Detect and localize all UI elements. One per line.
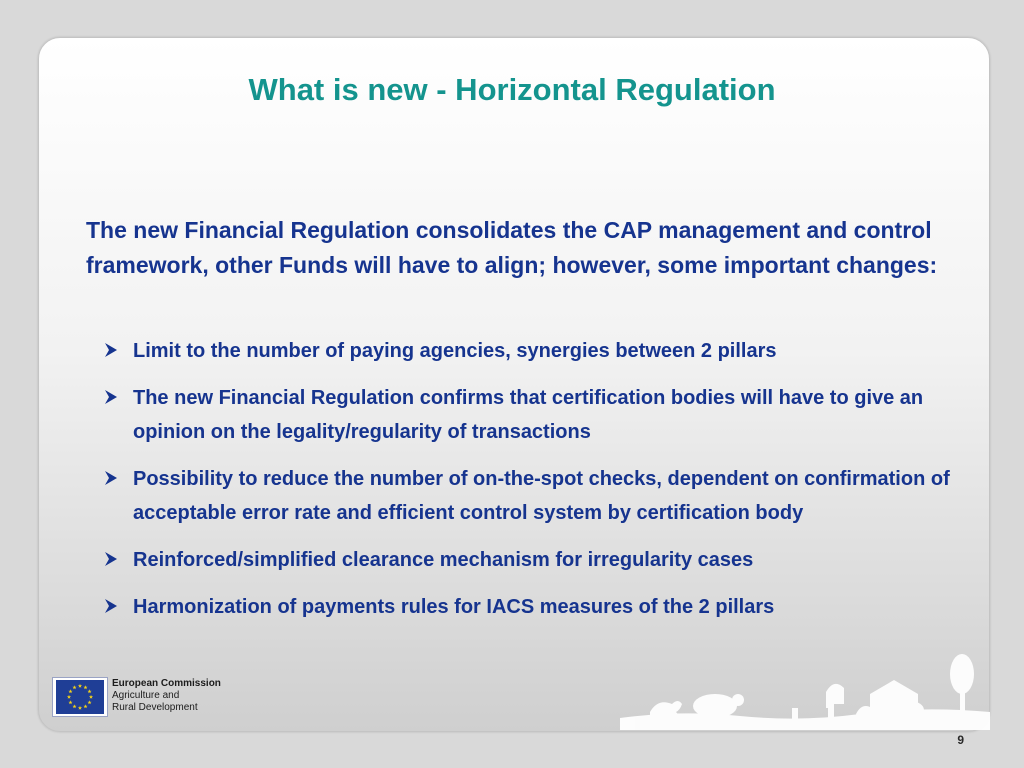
org-name: European Commission (112, 678, 221, 689)
dept-line-1: Agriculture and (112, 690, 180, 701)
dept-line-2: Rural Development (112, 702, 198, 713)
list-item (104, 334, 974, 368)
bullet-text: Reinforced/simplified clearance mechanism for irregularity cases (133, 549, 754, 571)
farm-animals-silhouette-icon (620, 648, 990, 730)
organization-label (112, 678, 221, 714)
arrow-bullet-icon (104, 543, 133, 567)
arrow-bullet-icon (104, 462, 133, 486)
slide-title: What is new - Horizontal Regulation (248, 72, 776, 107)
bullet-text: Limit to the number of paying agencies, synergies between 2 pillars (133, 340, 777, 362)
arrow-bullet-icon (104, 381, 133, 405)
bullet-text: Possibility to reduce the number of on-the-spot checks, dependent on confirmation of acceptable error rate and efficient control system by certification body (133, 468, 950, 524)
intro-paragraph: The new Financial Regulation consolidates the CAP management and control framework, other Funds will have to align; however, some important changes: (86, 217, 938, 278)
list-item (104, 590, 974, 624)
list-item (104, 462, 974, 530)
page-number: 9 (957, 733, 964, 747)
arrow-bullet-icon (104, 590, 133, 614)
list-item (104, 543, 974, 577)
arrow-bullet-icon (104, 334, 133, 358)
eu-flag-icon (52, 677, 108, 717)
list-item (104, 381, 974, 449)
bullet-text: Harmonization of payments rules for IACS measures of the 2 pillars (133, 596, 775, 618)
bullet-list (104, 334, 974, 637)
bullet-text: The new Financial Regulation confirms that certification bodies will have to give an opinion on the legality/regularity of transactions (133, 387, 924, 443)
